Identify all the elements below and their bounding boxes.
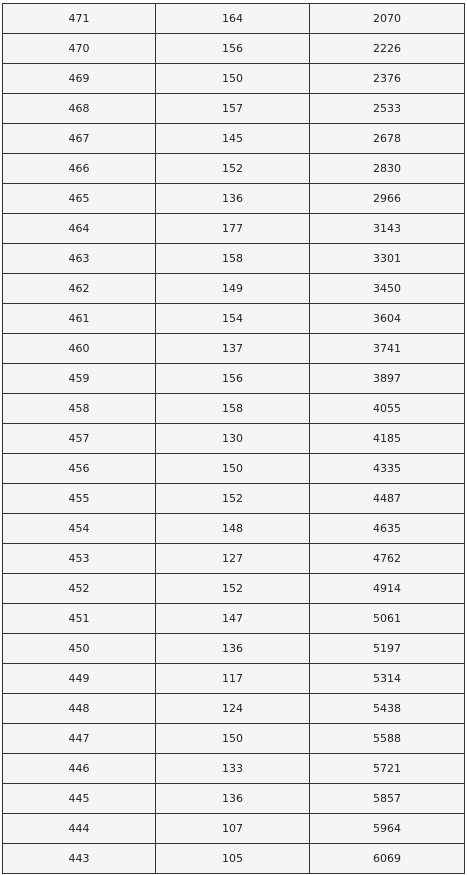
cumulative-cell: 2070: [310, 4, 465, 34]
score-cell: 447: [3, 724, 156, 754]
table-row: [3, 844, 465, 874]
count-cell: 156: [156, 364, 310, 394]
table-row: [3, 154, 465, 184]
table-row: [3, 304, 465, 334]
score-cell: 454: [3, 514, 156, 544]
cumulative-cell: 5061: [310, 604, 465, 634]
count-cell: 154: [156, 304, 310, 334]
cumulative-cell: 6069: [310, 844, 465, 874]
score-cell: 453: [3, 544, 156, 574]
cumulative-cell: 5314: [310, 664, 465, 694]
table-row: [3, 274, 465, 304]
table-row: [3, 664, 465, 694]
count-cell: 107: [156, 814, 310, 844]
count-cell: 147: [156, 604, 310, 634]
count-cell: 150: [156, 454, 310, 484]
score-cell: 444: [3, 814, 156, 844]
table-row: [3, 364, 465, 394]
cumulative-cell: 2376: [310, 64, 465, 94]
table-row: [3, 424, 465, 454]
table-row: [3, 604, 465, 634]
score-cell: 465: [3, 184, 156, 214]
count-cell: 137: [156, 334, 310, 364]
cumulative-cell: 4055: [310, 394, 465, 424]
cumulative-cell: 3450: [310, 274, 465, 304]
score-cell: 458: [3, 394, 156, 424]
cumulative-cell: 4487: [310, 484, 465, 514]
table-row: [3, 34, 465, 64]
table-row: [3, 814, 465, 844]
table-row: [3, 784, 465, 814]
cumulative-cell: 5438: [310, 694, 465, 724]
score-cell: 462: [3, 274, 156, 304]
score-cell: 469: [3, 64, 156, 94]
count-cell: 136: [156, 784, 310, 814]
table-row: [3, 214, 465, 244]
table-row: [3, 634, 465, 664]
score-cell: 459: [3, 364, 156, 394]
score-cell: 456: [3, 454, 156, 484]
table-row: [3, 124, 465, 154]
count-cell: 105: [156, 844, 310, 874]
count-cell: 177: [156, 214, 310, 244]
cumulative-cell: 3604: [310, 304, 465, 334]
score-cell: 457: [3, 424, 156, 454]
count-cell: 152: [156, 154, 310, 184]
count-cell: 148: [156, 514, 310, 544]
score-cell: 449: [3, 664, 156, 694]
count-cell: 157: [156, 94, 310, 124]
score-cell: 464: [3, 214, 156, 244]
cumulative-cell: 3897: [310, 364, 465, 394]
table-row: [3, 514, 465, 544]
table-row: [3, 694, 465, 724]
score-cell: 467: [3, 124, 156, 154]
score-table: [2, 3, 465, 874]
count-cell: 136: [156, 634, 310, 664]
count-cell: 130: [156, 424, 310, 454]
score-cell: 460: [3, 334, 156, 364]
count-cell: 133: [156, 754, 310, 784]
count-cell: 158: [156, 244, 310, 274]
table-row: [3, 4, 465, 34]
count-cell: 152: [156, 484, 310, 514]
score-cell: 450: [3, 634, 156, 664]
table-row: [3, 574, 465, 604]
table-row: [3, 64, 465, 94]
count-cell: 117: [156, 664, 310, 694]
score-cell: 463: [3, 244, 156, 274]
score-cell: 468: [3, 94, 156, 124]
table-row: [3, 484, 465, 514]
score-table-body: [3, 4, 465, 874]
count-cell: 150: [156, 724, 310, 754]
cumulative-cell: 2830: [310, 154, 465, 184]
cumulative-cell: 5588: [310, 724, 465, 754]
cumulative-cell: 2678: [310, 124, 465, 154]
score-cell: 470: [3, 34, 156, 64]
cumulative-cell: 2966: [310, 184, 465, 214]
cumulative-cell: 2226: [310, 34, 465, 64]
table-row: [3, 454, 465, 484]
table-row: [3, 394, 465, 424]
score-cell: 443: [3, 844, 156, 874]
count-cell: 124: [156, 694, 310, 724]
table-row: [3, 544, 465, 574]
score-cell: 455: [3, 484, 156, 514]
count-cell: 149: [156, 274, 310, 304]
table-row: [3, 244, 465, 274]
cumulative-cell: 2533: [310, 94, 465, 124]
table-row: [3, 334, 465, 364]
cumulative-cell: 3741: [310, 334, 465, 364]
cumulative-cell: 4185: [310, 424, 465, 454]
table-row: [3, 724, 465, 754]
count-cell: 152: [156, 574, 310, 604]
count-cell: 150: [156, 64, 310, 94]
count-cell: 164: [156, 4, 310, 34]
score-cell: 445: [3, 784, 156, 814]
score-cell: 461: [3, 304, 156, 334]
score-cell: 471: [3, 4, 156, 34]
score-cell: 466: [3, 154, 156, 184]
cumulative-cell: 5964: [310, 814, 465, 844]
count-cell: 136: [156, 184, 310, 214]
cumulative-cell: 3143: [310, 214, 465, 244]
count-cell: 156: [156, 34, 310, 64]
cumulative-cell: 4914: [310, 574, 465, 604]
score-cell: 452: [3, 574, 156, 604]
cumulative-cell: 4335: [310, 454, 465, 484]
cumulative-cell: 4635: [310, 514, 465, 544]
table-row: [3, 184, 465, 214]
score-cell: 448: [3, 694, 156, 724]
count-cell: 158: [156, 394, 310, 424]
table-row: [3, 754, 465, 784]
cumulative-cell: 5197: [310, 634, 465, 664]
cumulative-cell: 5721: [310, 754, 465, 784]
count-cell: 127: [156, 544, 310, 574]
score-cell: 446: [3, 754, 156, 784]
cumulative-cell: 5857: [310, 784, 465, 814]
count-cell: 145: [156, 124, 310, 154]
table-row: [3, 94, 465, 124]
cumulative-cell: 4762: [310, 544, 465, 574]
cumulative-cell: 3301: [310, 244, 465, 274]
score-cell: 451: [3, 604, 156, 634]
